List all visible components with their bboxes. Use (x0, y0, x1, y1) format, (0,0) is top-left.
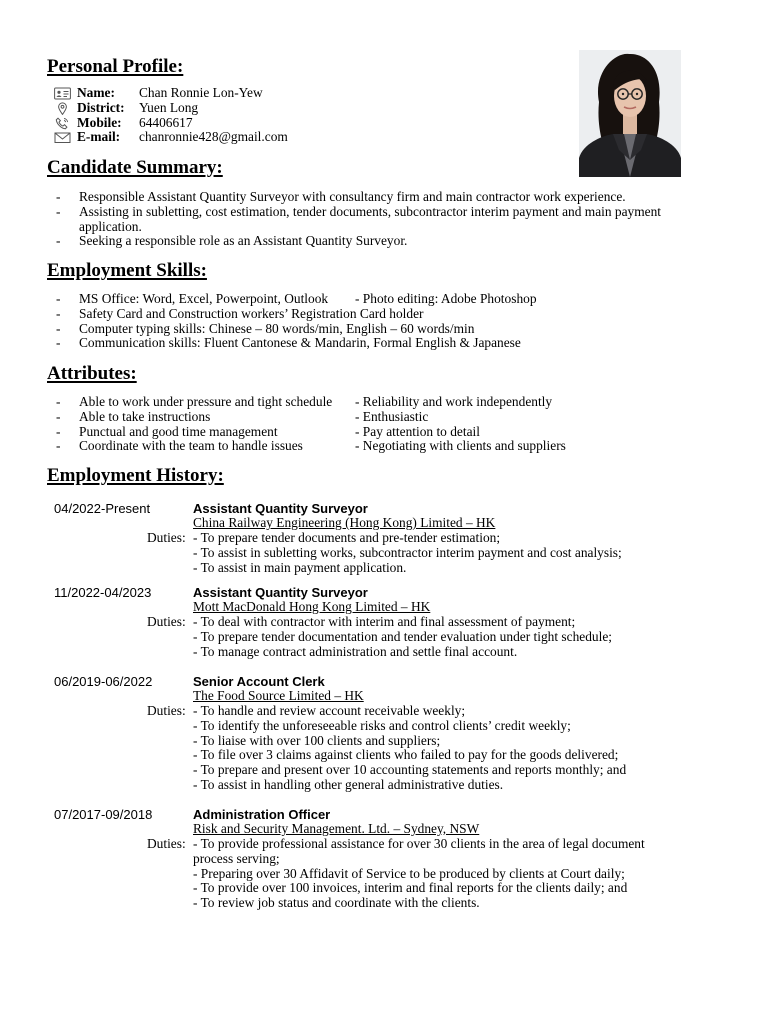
duty-item: - To provide over 100 invoices, interim and final reports for the clients daily; and (193, 880, 628, 896)
duties-label: Duties: (147, 703, 186, 718)
attributes-list (56, 395, 716, 454)
phone-icon (54, 117, 71, 130)
skills-list (56, 292, 716, 351)
duty-item: - To manage contract administration and settle final account. (193, 643, 518, 659)
duty-item: - To liaise with over 100 clients and suppliers; (193, 732, 441, 748)
list-item: - Communication skills: Fluent Cantonese & Mandarin, Formal English & Japanese (56, 335, 521, 351)
profile-photo (579, 50, 681, 177)
duties-list (193, 615, 683, 659)
id-card-icon (54, 87, 71, 100)
email-value: chanronnie428@gmail.com (139, 129, 288, 145)
duties-list (193, 531, 683, 575)
profile-row-mobile (54, 116, 534, 131)
list-item: - Punctual and good time management - Pay attention to detail (56, 423, 480, 439)
duties-label: Duties: (147, 836, 186, 851)
district-label: District: (77, 99, 125, 115)
duties-list (193, 704, 683, 793)
summary-list (56, 190, 716, 249)
portrait-illustration (579, 50, 681, 177)
job-company: China Railway Engineering (Hong Kong) Limited – HK (193, 515, 496, 530)
employment-skills-heading: Employment Skills: (47, 260, 207, 281)
job-company: Mott MacDonald Hong Kong Limited – HK (193, 599, 431, 614)
duty-item: - To prepare and present over 10 accounting statements and reports monthly; and (193, 762, 627, 778)
name-value: Chan Ronnie Lon-Yew (139, 85, 263, 100)
envelope-icon (54, 131, 71, 144)
duty-item: - To assist in subletting works, subcontractor interim payment and cost analysis; (193, 544, 622, 560)
personal-profile-heading: Personal Profile: (47, 56, 184, 77)
profile-row-email (54, 130, 534, 145)
job-title: Assistant Quantity Surveyor (193, 501, 368, 516)
location-pin-icon (54, 102, 71, 115)
list-item: - Safety Card and Construction workers’ Registration Card holder (56, 305, 424, 321)
duty-item: - Preparing over 30 Affidavit of Service to be produced by clients at Court daily; (193, 865, 625, 881)
job-date: 04/2022-Present (54, 501, 151, 516)
duties-label: Duties: (147, 530, 186, 545)
email-label: E-mail: (77, 129, 121, 145)
duty-item: - To deal with contractor with interim and final assessment of payment; (193, 614, 576, 629)
duties-list (193, 837, 683, 911)
employment-history-heading: Employment History: (47, 465, 224, 486)
duty-item: - To review job status and coordinate with the clients. (193, 895, 480, 911)
job-date: 07/2017-09/2018 (54, 807, 153, 822)
duty-item: - To handle and review account receivable weekly; (193, 703, 466, 718)
list-item: - Able to work under pressure and tight schedule - Reliability and work independently (56, 394, 553, 409)
duties-label: Duties: (147, 614, 186, 629)
profile-row-name (54, 86, 534, 101)
district-value: Yuen Long (139, 99, 199, 115)
list-item: - Responsible Assistant Quantity Surveyor with consultancy firm and main contractor work experience. (56, 189, 626, 204)
candidate-summary-heading: Candidate Summary: (47, 157, 223, 178)
duty-item: - To prepare tender documents and pre-tender estimation; (193, 530, 501, 545)
list-item: - MS Office: Word, Excel, Powerpoint, Outlook - Photo editing: Adobe Photoshop (56, 291, 537, 306)
duty-item: - To prepare tender documentation and tender evaluation under tight schedule; (193, 628, 612, 644)
duty-item: - To assist in main payment application. (193, 559, 407, 575)
job-company: The Food Source Limited – HK (193, 688, 364, 703)
profile-details (54, 86, 534, 145)
mobile-label: Mobile: (77, 114, 122, 130)
list-item: - Coordinate with the team to handle issues - Negotiating with clients and suppliers (56, 438, 566, 454)
job-company: Risk and Security Management. Ltd. – Sydney, NSW (193, 821, 480, 836)
list-item: - Computer typing skills: Chinese – 80 words/min, English – 60 words/min (56, 320, 475, 336)
mobile-value: 64406617 (139, 114, 193, 130)
attributes-heading: Attributes: (47, 363, 137, 384)
job-title: Administration Officer (193, 807, 331, 822)
duty-item: - To file over 3 claims against clients who failed to pay for the goods delivered; (193, 747, 619, 763)
list-item: - Seeking a responsible role as an Assistant Quantity Surveyor. (56, 233, 408, 249)
job-title: Senior Account Clerk (193, 674, 325, 689)
list-item: - Assisting in subletting, cost estimation, tender documents, subcontractor interim payment and main payment application. (56, 203, 662, 234)
duty-item: - To identify the unforeseeable risks and control clients’ credit weekly; (193, 717, 571, 733)
duty-item: - To assist in handling other general administrative duties. (193, 776, 504, 792)
list-item: - Able to take instructions - Enthusiastic (56, 408, 429, 424)
job-date: 06/2019-06/2022 (54, 674, 153, 689)
name-label: Name: (77, 85, 115, 100)
profile-row-district (54, 101, 534, 116)
job-title: Assistant Quantity Surveyor (193, 585, 368, 600)
job-date: 11/2022-04/2023 (54, 585, 152, 600)
duty-item: - To provide professional assistance for over 30 clients in the area of legal document process serving; (193, 836, 645, 866)
